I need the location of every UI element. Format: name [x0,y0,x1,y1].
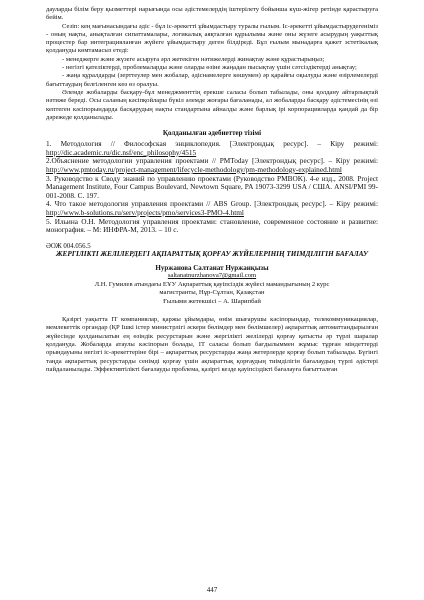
reference-link[interactable]: http://dic.academic.ru/dic.nsf/enc_philosophy/4515 [46,147,197,157]
reference-link[interactable]: http://www.pmtoday.ru/project-management/lifecycle-methodology/pm-methodology-explained.html [46,164,342,174]
author-name: Нуржанова Салтанат Нуржанқызы [155,264,269,273]
page-number: 447 [206,586,218,594]
references-list [46,140,378,235]
paragraph-definition: Сезіп: кең мағынасындағы әдіс - бұл іс-әрекетті ұйымдастыру туралы ғылым. Іс-әрекетті ұйымдастырудегеніміз - оның нақты, анықталған сипаттамалары, логикалық аяқталған құрылымы және оны жүзеге асырудың уақыттық процестер бар интеграцияланған жүйеге ұйымдастыру деген білдіреді. Бұл ғылым мынадарға қажет эстетікалық қолдануды көмтамасыз етеді: [46,22,378,55]
reference-item [46,200,378,217]
reference-text: 5. Ильина О.Н. Методология управления проектами: становление, современное состояние и развитие: монография. – М: ИНФРА-М, 2013. – 10 с. [46,216,378,235]
body-paragraph: Қазіргі уақытта IT компаниялар, қаржы ұйымдары, өнім шығарушы кәсіпорындар, телекоммуникациялар, мемлекеттік органдар (ҚР Ішкі істер министрлігі əскери бөлімдер мен бөлімшелер) ақпараттық автоматтандырылған жүйесінде қолданылатын ең өзіндік ресурстарын және жергілікті желілерді қорғау қатысты әр түрлі шаралар қолдануда. Жобаларда атаулы кәсіпорын болады, IT саласы болып бағдылыммен жұмыс тұрған міндеттерді орындауыны негізгі іс-әрекеттеріне бірі – ақпараттық ресурстарды жаңа жетерлерде қорғау болып табылады. Бүгінгі таңда ақпараттық ресурстарды сенімді қорғау үшін ақпараттық қорғаудың тиімділігін бағалаудың түрлі әдістері пайдаланылады. Эффективтілікті бағалауды проблема, қазіргі кезде қауіпсіздікті бағалауға бағытталған [46,316,378,373]
reference-item [46,175,378,201]
udc-code: ӘОЖ 004.056.5 [46,242,91,250]
reference-item [46,140,378,157]
bullet-item-1: - менеджерге және жүзеге асыруға әрл жетекіген нәтижелерді жинақтау және құрастырыңыз; [62,55,325,63]
reference-item [46,157,378,174]
supervisor-line: Ғылыми жетекшісі – А. Шарипбай [163,297,261,305]
references-heading: Қолданылған әдебиеттер тізімі [162,129,262,138]
reference-text: 4. Что такое методология управления проектами // ABS Group. [Электрондық ресурс]. – Кіру режимі: [46,199,378,209]
paragraph-conclusion: Әлемде жобаларды басқару-бұл менеджменттің ерекше саласы болып табылады, оны қолдану айтарлықтай нәтиже береді. Осы саланың кәсіпқойлары бүкіл әлемде жоғары бағаланады, ал жобаларды басқару әдістемесінің өзі кептеген кәсіпорындарда басқарудың нақты стандартына айналды және барлық ірі корпорацияларда қандай да бір дәрежеде қолданылады. [46,88,378,121]
reference-text: 2.Объяснение методологии управления проектами // PMToday [Электрондық ресурс]. – Кіру режимі: [46,156,378,166]
reference-link[interactable]: http://www.b-solutions.ru/serv/projects/pmo/services3-PMO-4.html [46,207,244,217]
paragraph-intro: дауларды білім беру қызметтері нарығында осы әдістемелердің іштерілету бойынша күш-жігер ретінде қарастыруға бейім. [46,6,378,22]
author-email[interactable]: saltanatnurzhanova7@gmail.com [167,272,257,280]
affiliation-line: магистранты, Нұр-Сұлтан, Қазақстан [159,289,265,297]
affiliation-line: Л.Н. Гумилев атындағы ЕҰУ Ақпараттық қауіпсіздік жүйесі мамандығының 2 курс [94,280,330,288]
bullet-item-2: - негізгі қателіктерді, проблемаларды және оларды өзіне жаңадан пысықтау үшін сәтсіздіктерді анықтау; [62,64,357,72]
reference-text: 1. Методология // Философская энциклопедия. [Электрондық ресурс]. – Кіру режимі: [46,139,378,149]
bullet-item-3: - жаңа құралдарды (зерттеулер мен жобалар, әдіснамелерге көшумен) әр қарайғы оқылуды және өзірлемелерді бағыттаудың белгіленген көз өз оралуы. [46,72,378,88]
reference-text: 3. Руководство к Своду знаний по управлению проектами (Руководство PMBOK). 4-е изд., 2008. Project Management Institute, Four Campus Boulevard, Newtown Square, PA 19073-3299 USA / США. ANSI/PMI 99-001-2008. С. 197. [46,173,378,200]
article-title: ЖЕРГІЛІКТІ ЖЕЛІЛЕРДЕГІ АҚПАРАТТЫҚ ҚОРҒАУ ЖҮЙЕЛЕРІНІҢ ТИІМДІЛІГІН БАҒАЛАУ [55,249,369,258]
reference-item [46,218,378,235]
